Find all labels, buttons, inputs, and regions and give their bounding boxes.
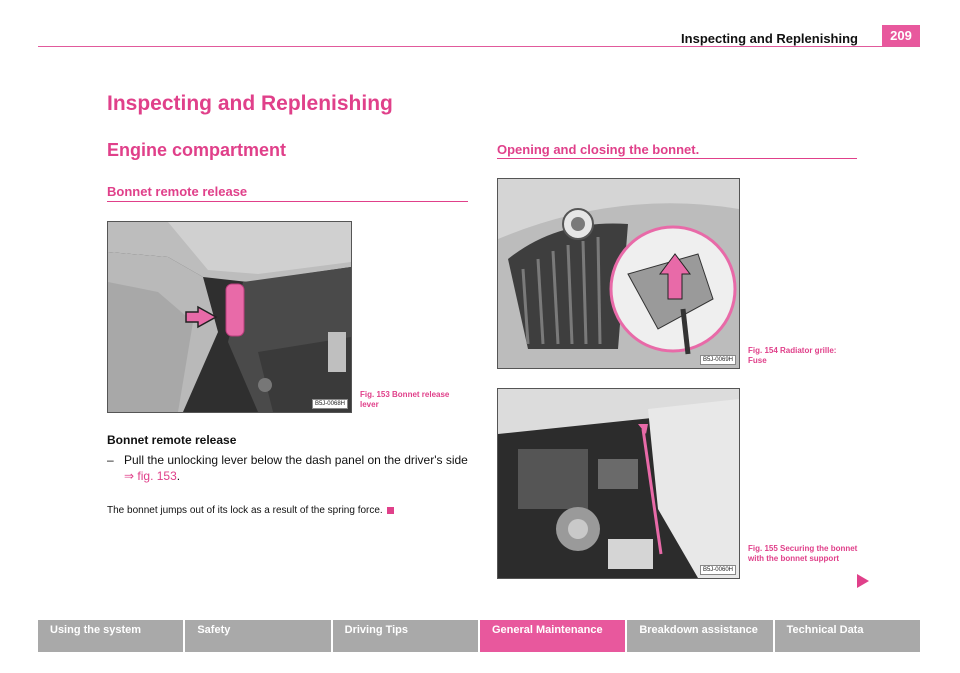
figure-caption: Fig. 154 Radiator grille: Fuse [748, 346, 837, 365]
bonnet-lever-illustration [108, 222, 351, 412]
figure-code: B5J-0068H [312, 399, 348, 409]
note-text [107, 505, 477, 516]
figure-code: B5J-0060H [700, 565, 736, 575]
running-header-title: Inspecting and Replenishing [681, 31, 858, 46]
footer-navigation [38, 620, 920, 652]
figure-code: B5J-0069H [700, 355, 736, 365]
figure-caption: Fig. 153 Bonnet release lever [360, 390, 450, 409]
figure-reference-link[interactable]: ⇒ fig. 153 [124, 469, 177, 483]
subsection-rule [107, 201, 468, 202]
radiator-grille-illustration [498, 179, 739, 368]
subsection-rule [497, 158, 857, 159]
figure-caption: Fig. 155 Securing the bonnet with the bonnet support [748, 544, 858, 563]
body-heading: Bonnet remote release [107, 433, 237, 447]
footer-tab-breakdown-assistance[interactable]: Breakdown assistance [627, 620, 772, 652]
bonnet-support-illustration [498, 389, 739, 578]
footer-tab-technical-data[interactable]: Technical Data [775, 620, 920, 652]
subsection-title-bonnet-release: Bonnet remote release [107, 184, 248, 199]
footer-tab-using-the-system[interactable]: Using the system [38, 620, 183, 652]
footer-tab-safety[interactable]: Safety [185, 620, 330, 652]
chapter-title: Inspecting and Replenishing [107, 92, 393, 115]
page-number: 209 [882, 25, 920, 47]
footer-tab-driving-tips[interactable]: Driving Tips [333, 620, 478, 652]
instruction-step [107, 452, 472, 484]
step-end: . [176, 469, 181, 483]
subsection-title-opening-bonnet: Opening and closing the bonnet. [497, 142, 700, 157]
section-end-square-icon [387, 507, 394, 514]
figure-bonnet-support [497, 388, 740, 579]
step-dash: – [107, 453, 114, 467]
figure-bonnet-release-lever [107, 221, 352, 413]
header-rule [38, 46, 920, 47]
footer-tab-general-maintenance[interactable]: General Maintenance [480, 620, 625, 652]
next-page-arrow-icon[interactable] [857, 574, 869, 593]
note-body: The bonnet jumps out of its lock as a result of the spring force. [107, 505, 383, 516]
figure-radiator-grille [497, 178, 740, 369]
section-title: Engine compartment [107, 140, 287, 160]
step-text: Pull the unlocking lever below the dash panel on the driver's side [124, 453, 468, 467]
